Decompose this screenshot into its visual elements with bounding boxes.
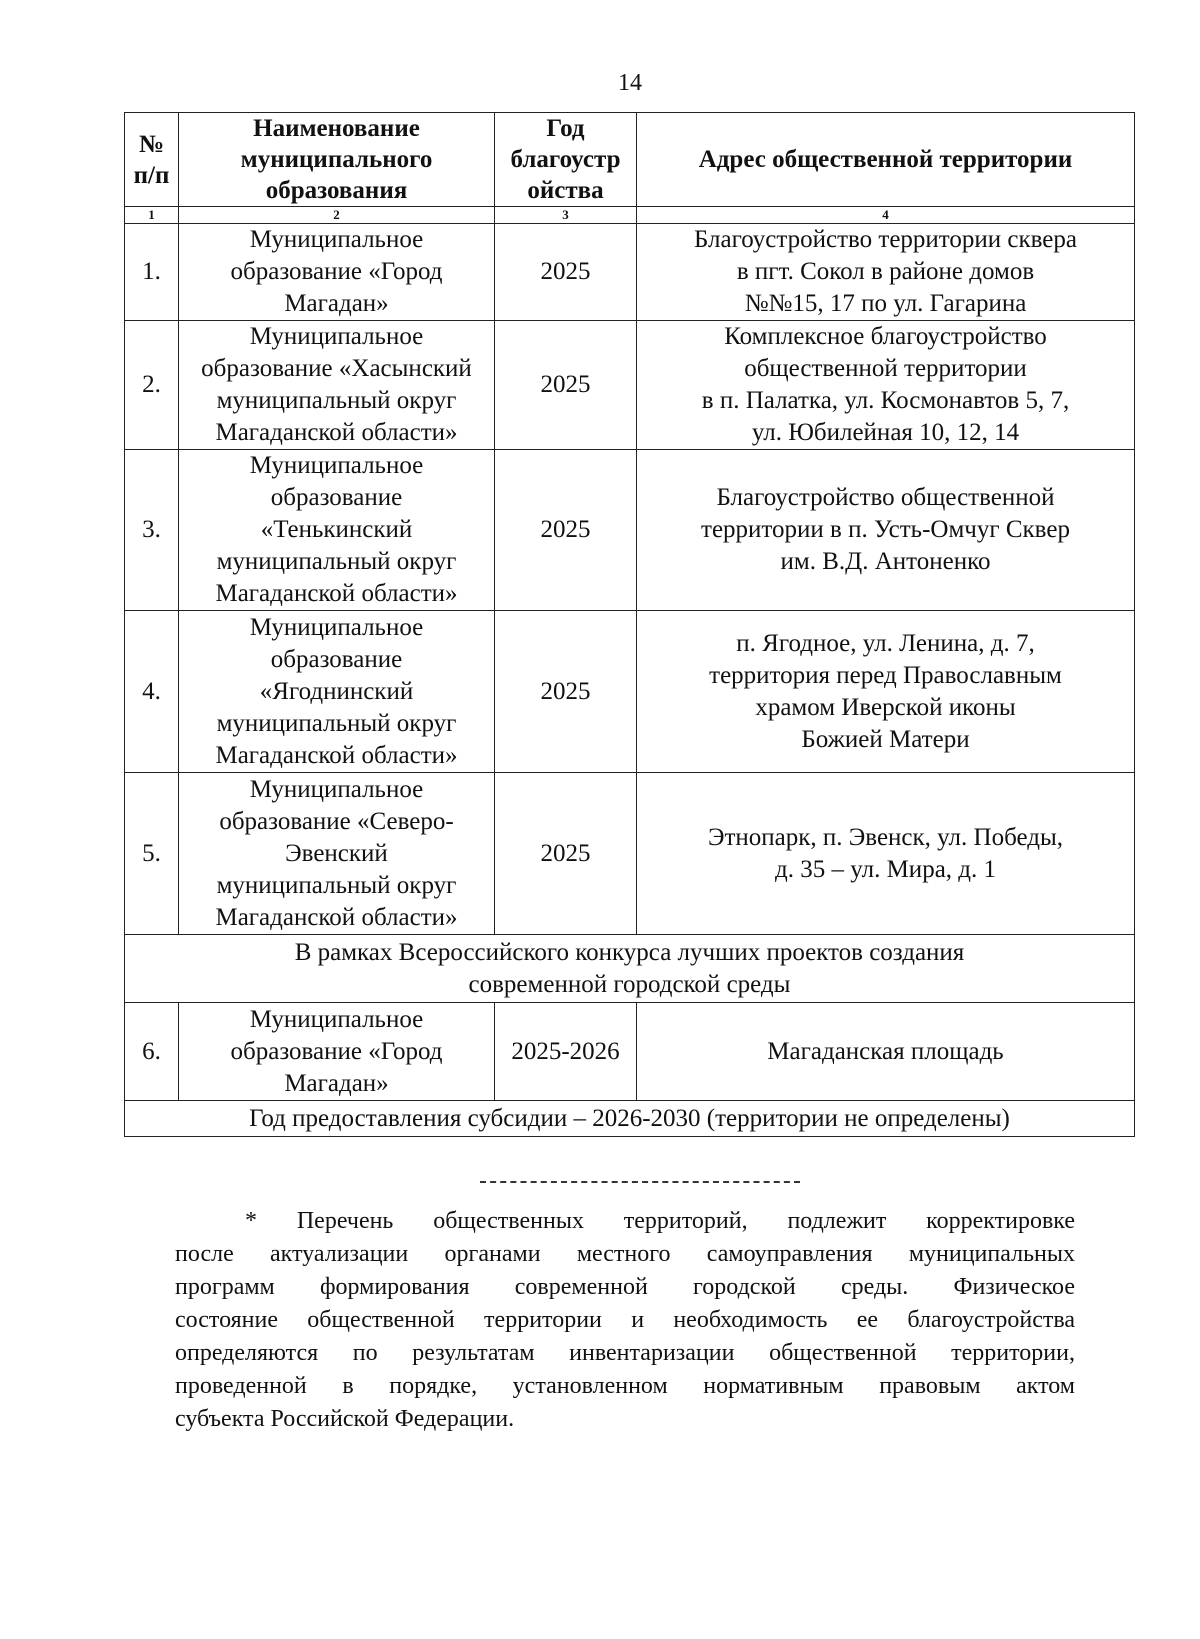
- column-number: 2: [179, 207, 495, 224]
- header-year: [495, 113, 637, 207]
- page-number: 14: [618, 70, 642, 96]
- municipality-name: [179, 1003, 495, 1101]
- row-number: 3.: [125, 450, 179, 611]
- territory-address: [637, 321, 1135, 450]
- year: 2025: [495, 450, 637, 611]
- section-title: [125, 935, 1135, 1003]
- territory-address: [637, 450, 1135, 611]
- cell-text-line: Магаданской области»: [215, 741, 458, 769]
- row-number: 1.: [125, 224, 179, 321]
- header-name: [179, 113, 495, 207]
- year: 2025: [495, 611, 637, 773]
- cell-text-line: общественной территории: [744, 355, 1027, 382]
- cell-text-line: ойства: [527, 177, 604, 204]
- cell-text-line: образование: [270, 484, 403, 511]
- territory-address: [637, 1003, 1135, 1101]
- cell-text-line: Магадан»: [284, 290, 389, 317]
- cell-text-line: Год: [546, 115, 585, 142]
- footnote-line: субъекта Российской Федерации.: [175, 1406, 515, 1432]
- cell-text-line: Муниципальное: [249, 775, 424, 803]
- cell-text-line: муниципальный округ: [216, 709, 457, 737]
- column-number: 3: [495, 207, 637, 224]
- territory-address: [637, 224, 1135, 321]
- cell-text-line: образование: [270, 645, 403, 673]
- cell-text-line: д. 35 – ул. Мира, д. 1: [774, 855, 997, 883]
- table-row: [125, 450, 1135, 611]
- cell-text-line: им. В.Д. Антоненко: [780, 548, 991, 575]
- footnote-line: состояние общественной территории и необходимость ее благоустройства: [175, 1307, 1075, 1333]
- column-numbers-row: [125, 207, 1135, 224]
- cell-text-line: В рамках Всероссийского конкурса лучших проектов создания: [294, 938, 965, 966]
- footnote-line: после актуализации органами местного самоуправления муниципальных: [175, 1241, 1075, 1267]
- section-title-row: [125, 935, 1135, 1003]
- table-row: [125, 773, 1135, 935]
- municipality-name: [179, 773, 495, 935]
- table-row: [125, 1003, 1135, 1101]
- territories-table: [124, 112, 1135, 1137]
- header-num: [125, 113, 179, 207]
- cell-text-line: Магаданской области»: [215, 903, 458, 931]
- cell-text-line: «Ягоднинский: [259, 677, 414, 705]
- row-number: 4.: [125, 611, 179, 773]
- cell-text-line: в пгт. Сокол в районе домов: [736, 258, 1035, 285]
- cell-text-line: «Тенькинский: [260, 516, 413, 543]
- cell-text-line: Наименование: [253, 115, 420, 142]
- subsidy-year-note: Год предоставления субсидии – 2026-2030 (территории не определены): [125, 1101, 1135, 1137]
- cell-text-line: Муниципальное: [249, 323, 424, 350]
- cell-text-line: Адрес общественной территории: [698, 146, 1073, 173]
- cell-text-line: Благоустройство территории сквера: [694, 226, 1077, 253]
- cell-text-line: №№15, 17 по ул. Гагарина: [744, 290, 1027, 317]
- table-header-row: [125, 113, 1135, 207]
- cell-text-line: муниципальный округ: [216, 548, 457, 575]
- year: 2025: [495, 773, 637, 935]
- footnote-line: * Перечень общественных территорий, подлежит корректировке: [245, 1208, 1075, 1234]
- year: 2025: [495, 321, 637, 450]
- cell-text-line: территория перед Православным: [709, 661, 1062, 689]
- municipality-name: [179, 321, 495, 450]
- footnote-line: программ формирования современной городской среды. Физическое: [175, 1274, 1075, 1300]
- subsidy-year-row: [125, 1101, 1135, 1137]
- cell-text-line: Комплексное благоустройство: [724, 323, 1047, 350]
- table-row: [125, 611, 1135, 773]
- municipality-name: [179, 224, 495, 321]
- cell-text-line: Магаданской области»: [215, 580, 458, 607]
- cell-text-line: ул. Юбилейная 10, 12, 14: [751, 419, 1020, 446]
- cell-text-line: в п. Палатка, ул. Космонавтов 5, 7,: [701, 387, 1070, 414]
- header-address: [637, 113, 1135, 207]
- cell-text-line: храмом Иверской иконы: [755, 693, 1016, 721]
- cell-text-line: муниципальный округ: [216, 871, 457, 899]
- territory-address: [637, 773, 1135, 935]
- cell-text-line: муниципального: [240, 146, 433, 173]
- footnote-line: определяются по результатам инвентаризации общественной территории,: [175, 1340, 1075, 1366]
- cell-text-line: Магадан»: [284, 1069, 389, 1097]
- cell-text-line: образование «Хасынский: [201, 355, 472, 382]
- territory-address: [637, 611, 1135, 773]
- cell-text-line: Муниципальное: [249, 613, 424, 641]
- cell-text-line: Магаданской области»: [215, 419, 458, 446]
- cell-text-line: Магаданская площадь: [767, 1037, 1004, 1065]
- cell-text-line: Муниципальное: [249, 226, 424, 253]
- municipality-name: [179, 611, 495, 773]
- column-number: 1: [125, 207, 179, 224]
- cell-text-line: образование «Северо-: [219, 807, 454, 835]
- row-number: 5.: [125, 773, 179, 935]
- cell-text-line: п/п: [133, 161, 170, 189]
- year: 2025: [495, 224, 637, 321]
- footnote-line: проведенной в порядке, установленном нормативным правовым актом: [175, 1373, 1075, 1399]
- column-number: 4: [637, 207, 1135, 224]
- cell-text-line: Муниципальное: [249, 1005, 424, 1033]
- cell-text-line: благоустр: [510, 146, 621, 173]
- cell-text-line: Этнопарк, п. Эвенск, ул. Победы,: [707, 823, 1064, 851]
- table-row: [125, 224, 1135, 321]
- cell-text-line: образования: [265, 177, 408, 204]
- cell-text-line: №: [138, 130, 165, 158]
- footnote: [175, 1205, 1075, 1436]
- year: 2025-2026: [495, 1003, 637, 1101]
- row-number: 2.: [125, 321, 179, 450]
- cell-text-line: территории в п. Усть-Омчуг Сквер: [701, 516, 1070, 543]
- cell-text-line: п. Ягодное, ул. Ленина, д. 7,: [736, 629, 1035, 657]
- cell-text-line: Благоустройство общественной: [716, 484, 1055, 511]
- table-row: [125, 321, 1135, 450]
- cell-text-line: Эвенский: [285, 839, 388, 867]
- cell-text-line: образование «Город: [230, 258, 443, 285]
- cell-text-line: образование «Город: [230, 1037, 443, 1065]
- row-number: 6.: [125, 1003, 179, 1101]
- cell-text-line: Муниципальное: [249, 452, 424, 479]
- cell-text-line: Божией Матери: [801, 725, 970, 753]
- cell-text-line: муниципальный округ: [216, 387, 457, 414]
- municipality-name: [179, 450, 495, 611]
- dashed-divider: [480, 1181, 800, 1183]
- cell-text-line: современной городской среды: [468, 970, 791, 998]
